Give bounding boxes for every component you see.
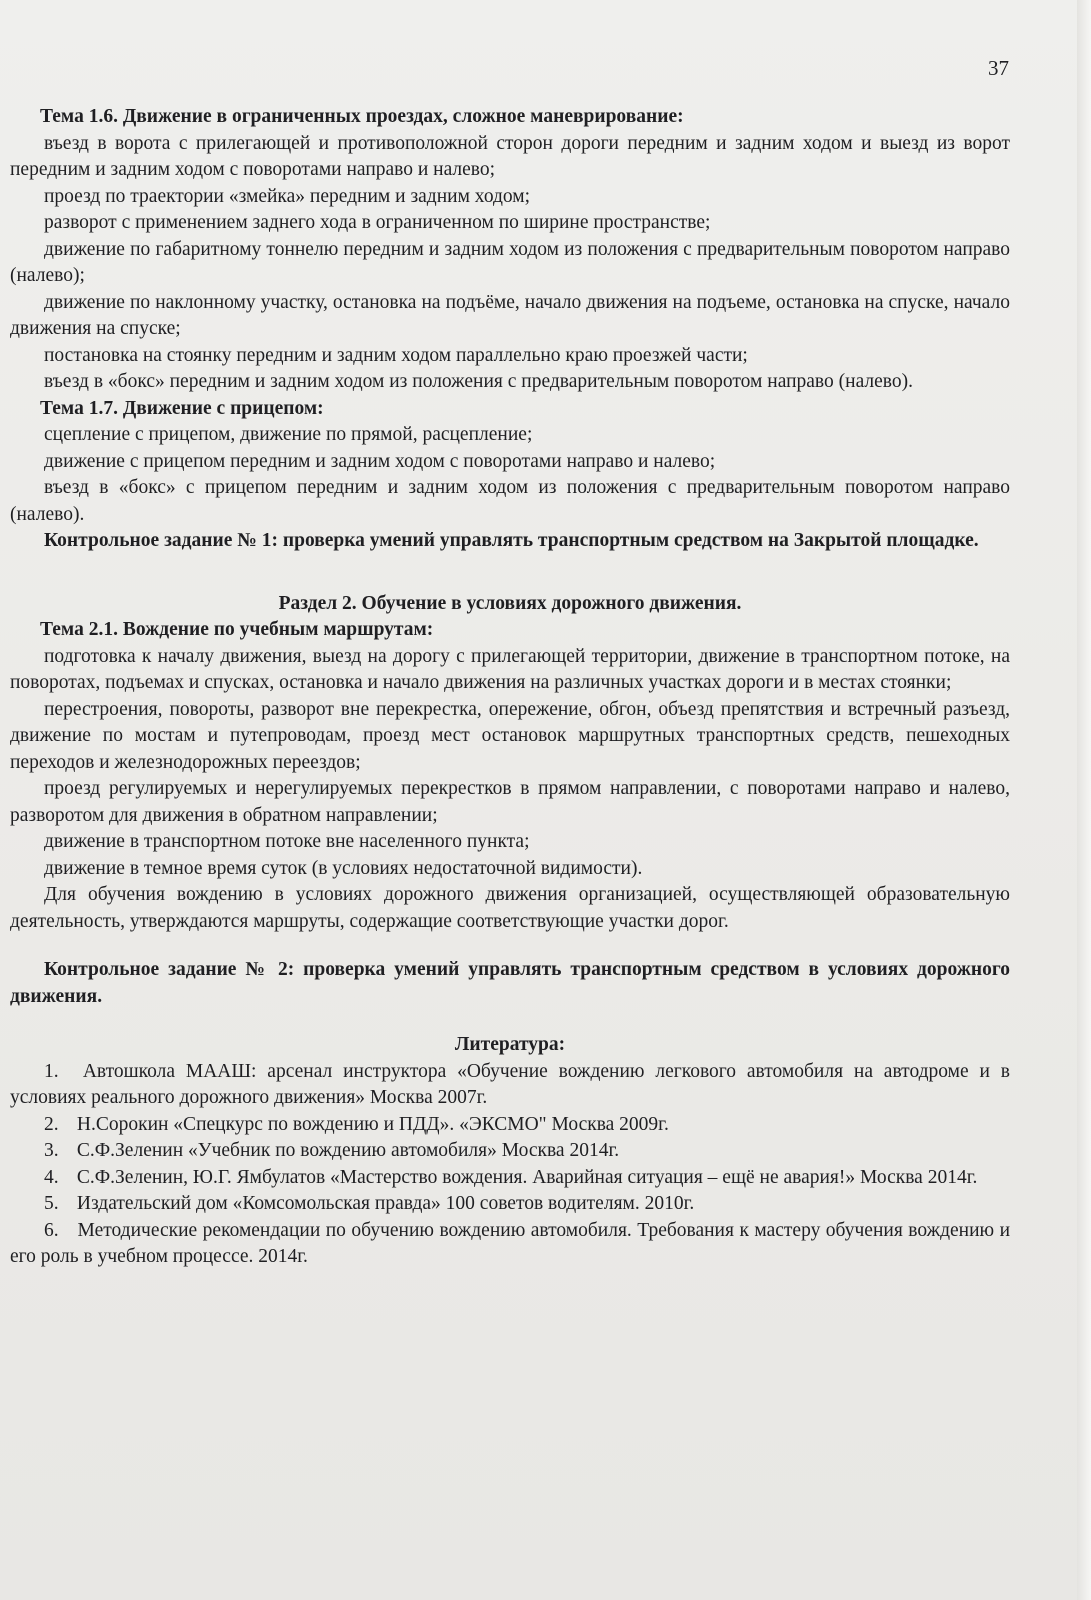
topic-2-1-title: Тема 2.1. Вождение по учебным маршрутам: xyxy=(40,619,434,640)
literature-item xyxy=(10,1112,1010,1139)
literature-item xyxy=(10,1059,1010,1112)
literature-item xyxy=(10,1218,1010,1271)
literature-item-text: С.Ф.Зеленин, Ю.Г. Ямбулатов «Мастерство вождения. Аварийная ситуация – ещё не авария!» Москва 2014г. xyxy=(76,1166,978,1188)
literature-title: Литература: xyxy=(454,1034,566,1055)
literature-item-text: Н.Сорокин «Спецкурс по вождению и ПДД». «ЭКСМО" Москва 2009г. xyxy=(76,1113,669,1135)
control-task-2: Контрольное задание № 2: проверка умений управлять транспортным средством в условиях дорожного движения. xyxy=(10,959,1010,1007)
section-2-title: Раздел 2. Обучение в условиях дорожного движения. xyxy=(278,592,742,614)
topic-2-1-item: проезд регулируемых и нерегулируемых перекрестков в прямом направлении, с поворотами направо и налево, разворотом для движения в обратном направлении; xyxy=(10,778,1010,826)
page-edge-shadow xyxy=(1077,0,1091,1600)
literature-item xyxy=(10,1138,1010,1165)
topic-2-1-item: движение в транспортном потоке вне населенного пункта; xyxy=(44,831,530,852)
topic-1-6-item: въезд в ворота с прилегающей и противоположной сторон дороги передним и задним ходом и выезд из ворот передним и задним ходом с поворотами направо и налево; xyxy=(10,132,1010,180)
literature-item xyxy=(10,1191,1010,1218)
page-content xyxy=(10,104,1010,1271)
literature-item xyxy=(10,1165,1010,1192)
literature-item-number: 4. xyxy=(44,1166,59,1188)
topic-1-6-item: разворот с применением заднего хода в ограниченном по ширине пространстве; xyxy=(44,212,711,233)
topic-1-6-item: проезд по траектории «змейка» передним и задним ходом; xyxy=(44,185,531,207)
literature-item-number: 3. xyxy=(44,1140,59,1161)
topic-2-1-item: перестроения, повороты, разворот вне перекрестка, опережение, обгон, объезд препятствия и встречный разъезд, движение по мостам и путепроводам, проезд мест остановок маршрутных транспортных средств, пешеходных переходов и железнодорожных переездов; xyxy=(10,698,1010,773)
literature-item-number: 1. xyxy=(44,1060,59,1082)
topic-1-7-title: Тема 1.7. Движение с прицепом: xyxy=(40,397,324,419)
topic-1-6-item: постановка на стоянку передним и задним ходом параллельно краю проезжей части; xyxy=(44,344,748,366)
topic-1-6-item: движение по габаритному тоннелю передним и задним ходом из положения с предварительным поворотом направо (налево); xyxy=(10,238,1010,286)
topic-2-1-item: движение в темное время суток (в условиях недостаточной видимости). xyxy=(44,857,643,879)
literature-item-number: 6. xyxy=(44,1219,59,1241)
topic-1-6-item: въезд в «бокс» передним и задним ходом из положения с предварительным поворотом направо (налево). xyxy=(44,371,913,392)
topic-1-7-item: движение с прицепом передним и задним ходом с поворотами направо и налево; xyxy=(44,450,716,472)
topic-1-6-title: Тема 1.6. Движение в ограниченных проездах, сложное маневрирование: xyxy=(40,106,684,127)
literature-item-text: Издательский дом «Комсомольская правда» 100 советов водителям. 2010г. xyxy=(76,1193,695,1214)
topic-1-7-item: въезд в «бокс» с прицепом передним и задним ходом из положения с предварительным поворотом направо (налево). xyxy=(10,477,1010,525)
literature-item-number: 5. xyxy=(44,1193,59,1214)
topic-2-1-item: Для обучения вождению в условиях дорожного движения организацией, осуществляющей образовательную деятельность, утверждаются маршруты, содержащие соответствующие участки дорог. xyxy=(10,884,1010,932)
page-number: 37 xyxy=(988,56,1009,80)
literature-item-text: Методические рекомендации по обучению вождению автомобиля. Требования к мастеру обучения вождению и его роль в учебном процессе. 2014г. xyxy=(10,1219,1010,1267)
literature-item-text: С.Ф.Зеленин «Учебник по вождению автомобиля» Москва 2014г. xyxy=(76,1140,620,1161)
topic-1-6-item: движение по наклонному участку, остановка на подъёме, начало движения на подъеме, остановка на спуске, начало движения на спуске; xyxy=(10,291,1010,339)
topic-1-7-item: сцепление с прицепом, движение по прямой, расцепление; xyxy=(44,424,533,445)
literature-item-number: 2. xyxy=(44,1113,59,1135)
control-task-1: Контрольное задание № 1: проверка умений управлять транспортным средством на Закрытой площадке. xyxy=(44,530,979,551)
literature-item-text: Автошкола МААШ: арсенал инструктора «Обучение вождению легкового автомобиля на автодроме и в условиях реального дорожного движения» Москва 2007г. xyxy=(10,1060,1010,1108)
topic-2-1-item: подготовка к началу движения, выезд на дорогу с прилегающей территории, движение в транспортном потоке, на поворотах, подъемах и спусках, остановка и начало движения на различных участках дороги и в местах стоянки; xyxy=(10,645,1010,693)
